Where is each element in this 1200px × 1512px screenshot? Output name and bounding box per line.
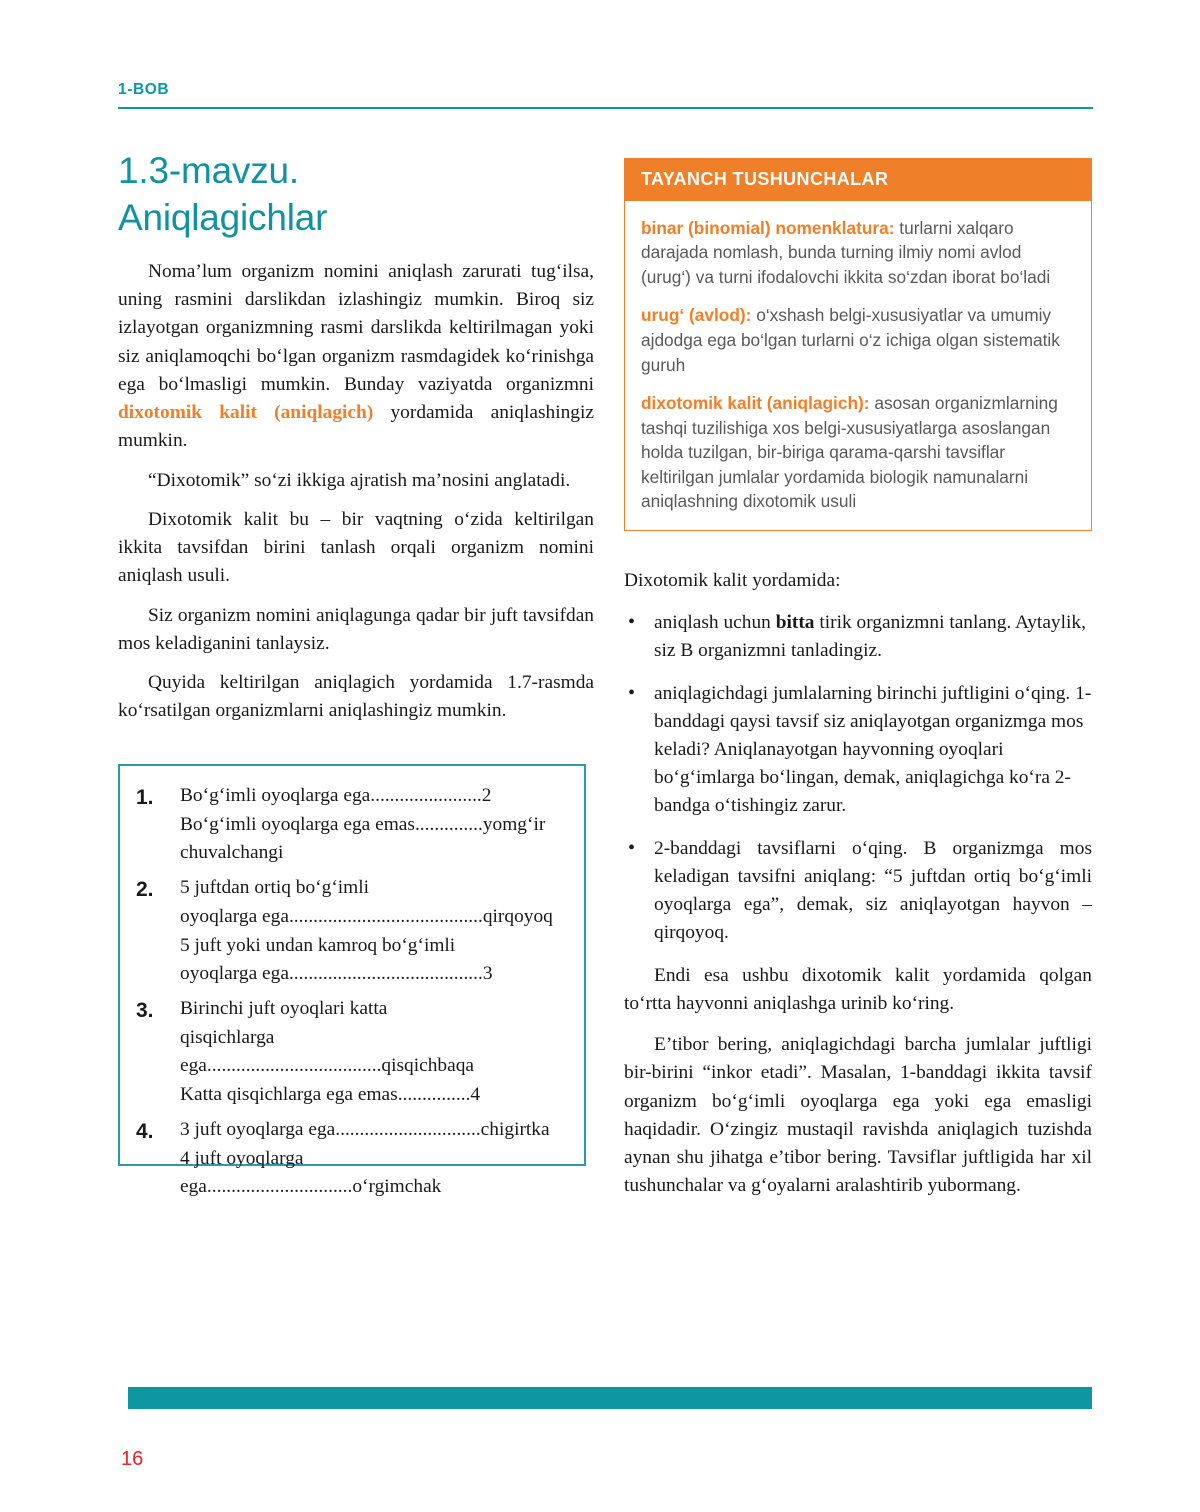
footer-bar <box>128 1387 1092 1409</box>
page-title <box>118 148 594 242</box>
right-column <box>624 158 1092 1212</box>
key-item <box>136 1116 568 1202</box>
key-line: qisqichlarga ega....................................qisqichbaqa <box>180 1026 475 1077</box>
page-title-line-2: Aniqlagichlar <box>118 196 328 238</box>
term-highlight-dixotomik-kalit: dixotomik kalit (aniqlagich) <box>118 402 374 424</box>
key-line: 5 juftdan ortiq bo‘g‘imli <box>180 877 370 899</box>
key-line: Bo‘g‘imli oyoqlarga ega.......................2 <box>180 785 492 806</box>
key-line: chuvalchangi <box>180 842 284 864</box>
usage-step-seg-1: aniqlash uchun <box>654 612 776 634</box>
usage-step-seg-3: tirik organizmni tanlang. Aytaylik, siz B organizmni tanladingiz. <box>654 612 1086 662</box>
key-line: Bo‘g‘imli oyoqlarga ega emas..............yomg‘ir <box>180 813 546 835</box>
dichotomous-key-list <box>120 766 584 1218</box>
key-item-lines <box>180 1116 568 1202</box>
chapter-label: 1-BOB <box>118 81 170 98</box>
key-item-lines <box>180 782 568 868</box>
key-line: 4 juft oyoqlarga ega..............................o‘rgimchak <box>180 1147 442 1198</box>
paragraph-selection-method: Siz organizm nomini aniqlagunga qadar bir juft tavsifdan mos keladiganini tanlaysiz. <box>118 604 594 654</box>
usage-lead-in: Dixotomik kalit yordamida: <box>624 569 841 591</box>
paragraph-intro <box>118 258 594 456</box>
key-item-number: 4. <box>136 1119 154 1143</box>
key-terms-heading: TAYANCH TUSHUNCHALAR <box>625 159 1091 201</box>
usage-step <box>624 609 1092 665</box>
key-item-number: 3. <box>136 999 154 1023</box>
dichotomous-key-box <box>118 764 586 1198</box>
key-term-entry <box>641 303 1075 377</box>
key-item-number: 1. <box>136 786 154 809</box>
key-term-entry <box>641 391 1075 514</box>
key-item <box>136 874 568 989</box>
page-title-line-1: 1.3-mavzu. <box>118 150 300 191</box>
key-line: 3 juft oyoqlarga ega..............................chigirtka <box>180 1118 550 1140</box>
key-term-definition: o‘xshash belgi-xususiyatlar va umumiy ajdodga ega bo‘lgan turlarni o‘z ichiga olgan sistematik guruh <box>641 305 1060 375</box>
key-item-number: 2. <box>136 878 154 902</box>
key-line: Birinchi juft oyoqlari katta <box>180 998 388 1020</box>
left-column <box>118 148 594 736</box>
paragraph-intro-seg-3: yordamida aniqlashingiz mumkin. <box>118 402 594 452</box>
key-terms-body <box>625 201 1091 530</box>
running-head <box>118 82 1093 109</box>
key-term-definition: turlarni xalqaro darajada nomlash, bunda turning ilmiy nomi avlod (urug‘) va turni ifodalovchi ikkita so‘zdan iborat bo‘ladi <box>641 217 1051 287</box>
usage-step: • 2-banddagi tavsiflarni o‘qing. B organizmga mos keladigan tavsifni aniqlang: “5 juftdan ortiq bo‘g‘imli oyoqlarga ega”, demak, siz aniqlayotgan hayvon – qirqoyoq. <box>624 835 1092 948</box>
key-line: Katta qisqichlarga ega emas...............4 <box>180 1084 481 1106</box>
header-rule <box>118 107 1093 110</box>
key-item <box>136 995 568 1110</box>
usage-step-emphasis: bitta <box>775 612 815 634</box>
paragraph-figure-reference: Quyida keltirilgan aniqlagich yordamida 1.7-rasmda ko‘rsatilgan organizmlarni aniqlashingiz mumkin. <box>118 672 594 722</box>
key-item-lines <box>180 874 568 989</box>
key-term-name: dixotomik kalit (aniqlagich): <box>641 393 870 414</box>
key-term-name: binar (binomial) nomenklatura: <box>641 217 895 238</box>
page-number: 16 <box>121 1448 144 1470</box>
key-line: oyoqlarga ega........................................qirqoyoq <box>180 905 553 927</box>
paragraph-try-remaining: Endi esa ushbu dixotomik kalit yordamida qolgan to‘rtta hayvonni aniqlashga urinib ko‘ring. <box>624 964 1092 1014</box>
key-line: oyoqlarga ega........................................3 <box>180 963 493 985</box>
key-item-lines <box>180 995 568 1110</box>
key-item <box>136 782 568 868</box>
key-term-entry <box>641 216 1075 290</box>
usage-step-list <box>624 609 1092 948</box>
key-line: 5 juft yoki undan kamroq bo‘g‘imli <box>180 934 456 956</box>
paragraph-attention-note: E’tibor bering, aniqlagichdagi barcha jumlalar juftligi bir-birini “inkor etadi”. Masalan, 1-banddagi ikkita tavsif organizm bo‘g‘imli oyoqlarga ega yoki ega emasligi haqidadir. O‘zingiz mustaqil ravishda aniqlagich tuzishda aynan shu jihatga e’tibor bering. Tavsiflar juftligida har xil tushunchalar va g‘oyalarni aralashtirib yubormang. <box>624 1034 1092 1197</box>
paragraph-intro-seg-1: Noma’lum organizm nomini aniqlash zarurati tug‘ilsa, uning rasmini darslikdan izlashingiz mumkin. Biroq siz izlayotgan organizmning rasmi darslikda keltirilmagan yoki siz aniqlamoqchi bo‘lgan organizm rasmdagidek ko‘rinishga ega bo‘lmasligi mumkin. Bunday vaziyatda organizmni <box>118 260 594 395</box>
key-terms-box <box>624 158 1092 531</box>
paragraph-definition-word: “Dixotomik” so‘zi ikkiga ajratish ma’nosini anglatadi. <box>148 469 571 491</box>
key-term-name: urug‘ (avlod): <box>641 305 752 326</box>
key-term-definition: asosan organizmlarning tashqi tuzilishiga xos belgi-xususiyatlarga asoslangan holda tuzilgan, bir-biriga qarama-qarshi tavsiflar keltirilgan jumlalar yordamida biologik namunalarni aniqlashning dixotomik usuli <box>641 393 1058 512</box>
paragraph-key-definition: Dixotomik kalit bu – bir vaqtning o‘zida keltirilgan ikkita tavsifdan birini tanlash orqali organizm nomini aniqlash usuli. <box>118 508 594 587</box>
usage-step: • aniqlagichdagi jumlalarning birinchi juftligini o‘qing. 1-banddagi qaysi tavsif siz aniqlayotgan organizmga mos keladi? Aniqlanayotgan hayvonning oyoqlari bo‘g‘imlarga bo‘lingan, demak, aniqlagichga ko‘ra 2-bandga o‘tishingiz zarur. <box>624 680 1092 821</box>
right-column-prose <box>624 567 1092 1201</box>
